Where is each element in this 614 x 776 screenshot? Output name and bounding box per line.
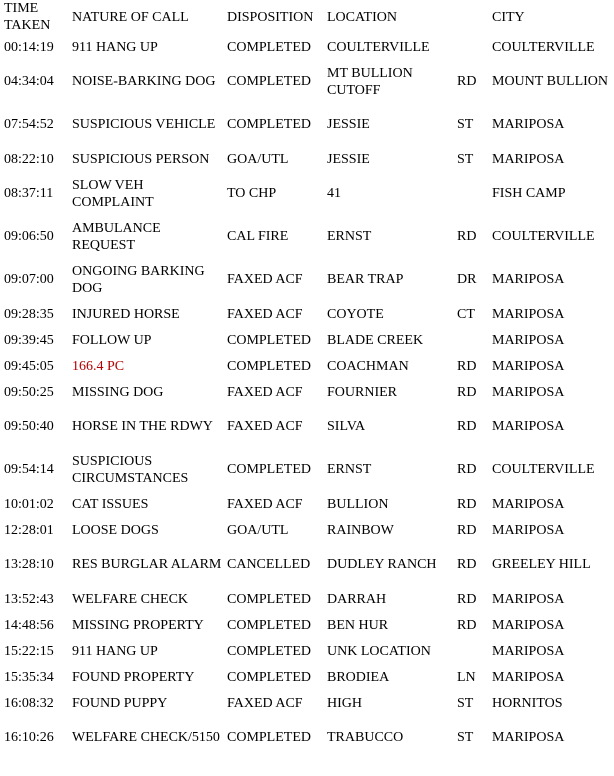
table-row <box>0 146 614 172</box>
call-disposition: FAXED ACF <box>227 496 303 512</box>
call-disposition: FAXED ACF <box>227 384 303 400</box>
call-city: MARIPOSA <box>492 643 565 659</box>
call-disposition: FAXED ACF <box>227 419 303 434</box>
call-city: GREELEY HILL <box>492 557 591 572</box>
call-disposition: GOA/UTL <box>227 151 289 167</box>
call-city: MARIPOSA <box>492 151 565 167</box>
call-time: 04:34:04 <box>4 74 54 89</box>
table-row <box>0 34 614 60</box>
call-street-suffix: RD <box>457 591 477 607</box>
call-street-suffix <box>453 327 488 353</box>
call-disposition: CAL FIRE <box>227 229 289 244</box>
call-city: HORNITOS <box>492 695 563 711</box>
call-time: 09:50:40 <box>4 419 54 434</box>
call-street-suffix: RD <box>457 384 477 400</box>
call-time: 08:37:11 <box>4 186 54 201</box>
call-street-suffix: RD <box>457 496 477 512</box>
call-nature: HORSE IN THE RDWY <box>72 419 213 434</box>
call-nature: SLOW VEH COMPLAINT <box>72 177 154 210</box>
call-location: BEN HUR <box>327 617 389 633</box>
call-location: 41 <box>327 186 341 201</box>
table-row <box>0 638 614 664</box>
call-street-suffix: DR <box>457 272 477 287</box>
call-nature: MISSING PROPERTY <box>72 617 204 633</box>
call-time: 09:39:45 <box>4 332 54 348</box>
table-row <box>0 379 614 405</box>
call-street-suffix: RD <box>457 74 477 89</box>
call-disposition: COMPLETED <box>227 39 311 55</box>
call-nature: 911 HANG UP <box>72 643 158 659</box>
table-row <box>0 301 614 327</box>
call-time: 09:50:25 <box>4 384 54 400</box>
call-nature: ONGOING BARKING DOG <box>72 263 205 296</box>
call-location: JESSIE <box>327 117 370 132</box>
call-location: SILVA <box>327 419 366 434</box>
call-location: ERNST <box>327 229 372 244</box>
call-disposition: COMPLETED <box>227 669 311 685</box>
call-nature: SUSPICIOUS VEHICLE <box>72 117 216 132</box>
call-city: MARIPOSA <box>492 384 565 400</box>
header-city: CITY <box>492 9 525 25</box>
call-nature: WELFARE CHECK <box>72 591 189 607</box>
call-city: MARIPOSA <box>492 669 565 685</box>
call-location: COACHMAN <box>327 358 409 374</box>
call-location: RAINBOW <box>327 522 394 538</box>
call-city: COULTERVILLE <box>492 462 595 477</box>
call-location: DARRAH <box>327 591 387 607</box>
table-row <box>0 664 614 690</box>
call-disposition: COMPLETED <box>227 617 311 633</box>
header-time: TIME TAKEN <box>4 1 51 33</box>
call-street-suffix: RD <box>457 617 477 633</box>
call-location: DUDLEY RANCH <box>327 557 437 572</box>
call-nature: FOUND PROPERTY <box>72 669 195 685</box>
call-street-suffix <box>453 638 488 664</box>
call-disposition: COMPLETED <box>227 332 311 348</box>
call-city: MARIPOSA <box>492 117 565 132</box>
header-disposition: DISPOSITION <box>227 9 314 25</box>
table-row <box>0 103 614 146</box>
call-city: MARIPOSA <box>492 306 565 322</box>
call-street-suffix: RD <box>457 358 477 374</box>
call-city: MARIPOSA <box>492 358 565 374</box>
table-row <box>0 327 614 353</box>
call-nature: AMBULANCE REQUEST <box>72 220 161 253</box>
table-row <box>0 543 614 586</box>
call-time: 16:08:32 <box>4 695 54 711</box>
table-row <box>0 491 614 517</box>
call-street-suffix: RD <box>457 419 477 434</box>
call-nature: NOISE-BARKING DOG <box>72 74 216 89</box>
call-city: MOUNT BULLION <box>492 74 609 89</box>
call-time: 07:54:52 <box>4 117 54 132</box>
call-location: COULTERVILLE <box>327 39 430 55</box>
call-disposition: COMPLETED <box>227 358 311 374</box>
call-location: BLADE CREEK <box>327 332 424 348</box>
call-time: 14:48:56 <box>4 617 54 633</box>
call-nature: CAT ISSUES <box>72 496 149 512</box>
call-street-suffix: RD <box>457 462 477 477</box>
call-city: COULTERVILLE <box>492 229 595 244</box>
call-street-suffix <box>453 172 488 215</box>
call-disposition: COMPLETED <box>227 591 311 607</box>
call-location: MT BULLION CUTOFF <box>327 65 413 98</box>
call-disposition: COMPLETED <box>227 74 311 89</box>
call-location: BRODIEA <box>327 669 390 685</box>
call-disposition: COMPLETED <box>227 462 311 477</box>
call-location: BEAR TRAP <box>327 272 404 287</box>
call-location: ERNST <box>327 462 372 477</box>
call-street-suffix: ST <box>457 151 474 167</box>
call-disposition: TO CHP <box>227 186 277 201</box>
call-disposition: FAXED ACF <box>227 306 303 322</box>
table-row <box>0 448 614 491</box>
call-nature: SUSPICIOUS PERSON <box>72 151 210 167</box>
call-disposition: COMPLETED <box>227 117 311 132</box>
call-time: 00:14:19 <box>4 39 54 55</box>
call-location: FOURNIER <box>327 384 398 400</box>
call-disposition: COMPLETED <box>227 643 311 659</box>
call-street-suffix: ST <box>457 695 474 711</box>
call-street-suffix: ST <box>457 117 474 132</box>
call-location: HIGH <box>327 695 362 711</box>
table-row <box>0 60 614 103</box>
call-street-suffix: RD <box>457 522 477 538</box>
table-row <box>0 258 614 301</box>
call-time: 09:07:00 <box>4 272 54 287</box>
call-nature: FOLLOW UP <box>72 332 152 348</box>
table-row <box>0 517 614 543</box>
call-disposition: FAXED ACF <box>227 695 303 711</box>
call-location: UNK LOCATION <box>327 643 431 659</box>
call-nature: LOOSE DOGS <box>72 522 159 538</box>
call-city: MARIPOSA <box>492 272 565 287</box>
table-row <box>0 215 614 258</box>
call-nature: RES BURGLAR ALARM <box>72 557 222 572</box>
header-suffix <box>453 0 488 34</box>
call-time: 13:52:43 <box>4 591 54 607</box>
call-street-suffix: LN <box>457 669 476 685</box>
header-nature: NATURE OF CALL <box>72 9 189 25</box>
call-time: 15:35:34 <box>4 669 54 685</box>
call-nature: INJURED HORSE <box>72 306 180 322</box>
call-nature: 166.4 PC <box>72 358 125 374</box>
call-city: MARIPOSA <box>492 522 565 538</box>
call-street-suffix: RD <box>457 229 477 244</box>
call-time: 09:28:35 <box>4 306 54 322</box>
call-city: MARIPOSA <box>492 419 565 434</box>
call-nature: MISSING DOG <box>72 384 164 400</box>
call-time: 15:22:15 <box>4 643 54 659</box>
table-row <box>0 690 614 716</box>
call-disposition: GOA/UTL <box>227 522 289 538</box>
call-time: 10:01:02 <box>4 496 54 512</box>
header-row <box>0 0 614 34</box>
table-row <box>0 716 614 759</box>
call-location: JESSIE <box>327 151 370 167</box>
call-time: 16:10:26 <box>4 730 54 745</box>
call-disposition: COMPLETED <box>227 730 311 745</box>
call-disposition: FAXED ACF <box>227 272 303 287</box>
call-time: 09:06:50 <box>4 229 54 244</box>
call-city: MARIPOSA <box>492 617 565 633</box>
table-row <box>0 586 614 612</box>
call-time: 08:22:10 <box>4 151 54 167</box>
call-street-suffix: ST <box>457 730 474 745</box>
call-nature: 911 HANG UP <box>72 39 158 55</box>
call-city: MARIPOSA <box>492 591 565 607</box>
call-nature: FOUND PUPPY <box>72 695 168 711</box>
call-street-suffix: CT <box>457 306 475 322</box>
table-row <box>0 172 614 215</box>
table-row <box>0 612 614 638</box>
table-row <box>0 353 614 379</box>
call-location: BULLION <box>327 496 389 512</box>
call-location: COYOTE <box>327 306 384 322</box>
call-city: FISH CAMP <box>492 186 566 201</box>
call-city: COULTERVILLE <box>492 39 595 55</box>
call-nature: SUSPICIOUS CIRCUMSTANCES <box>72 453 189 486</box>
call-time: 13:28:10 <box>4 557 54 572</box>
call-time: 09:54:14 <box>4 462 54 477</box>
call-street-suffix: RD <box>457 557 477 572</box>
call-time: 09:45:05 <box>4 358 54 374</box>
call-city: MARIPOSA <box>492 730 565 745</box>
table-row <box>0 405 614 448</box>
call-location: TRABUCCO <box>327 730 404 745</box>
call-street-suffix <box>453 34 488 60</box>
call-time: 12:28:01 <box>4 522 54 538</box>
header-location: LOCATION <box>327 9 397 25</box>
call-disposition: CANCELLED <box>227 557 311 572</box>
call-city: MARIPOSA <box>492 496 565 512</box>
call-nature: WELFARE CHECK/5150 <box>72 730 220 745</box>
call-city: MARIPOSA <box>492 332 565 348</box>
